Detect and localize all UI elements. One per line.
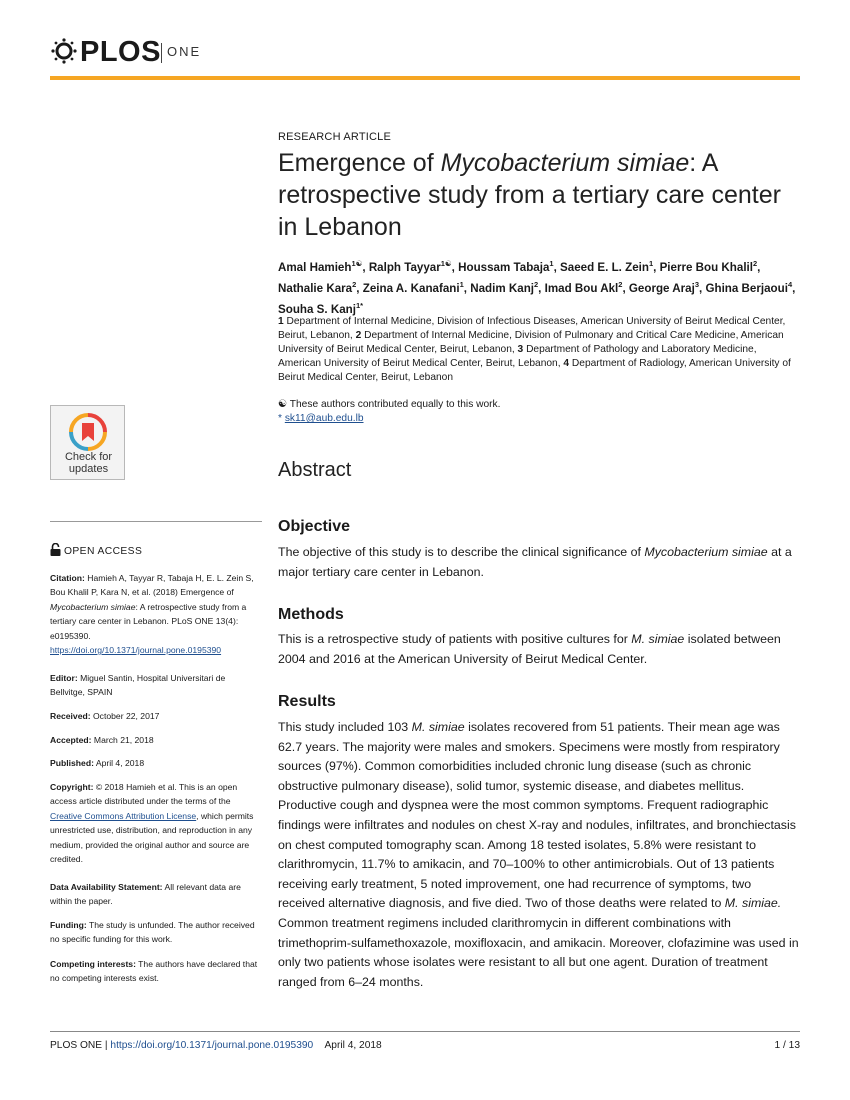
methods-text bbox=[278, 630, 800, 669]
sidebar-rule bbox=[50, 521, 262, 522]
open-access-label bbox=[50, 543, 142, 557]
author-affiliation-marker: 2 bbox=[352, 279, 357, 289]
funding-value: The study is unfunded. The author received no specific funding for this work. bbox=[50, 920, 255, 945]
affiliation-number: 2 bbox=[355, 330, 362, 341]
competing-interests bbox=[50, 957, 262, 986]
equal-contribution-icon: ☯ bbox=[278, 399, 288, 410]
plos-logo bbox=[50, 37, 220, 71]
copyright-text: © 2018 Hamieh et al. This is an open access article distributed under the terms of the bbox=[50, 782, 238, 807]
received-value: October 22, 2017 bbox=[90, 711, 160, 721]
accepted-label: Accepted: bbox=[50, 735, 92, 745]
citation-species: Mycobacterium simiae bbox=[50, 601, 136, 612]
methods-species: M. simiae bbox=[631, 632, 685, 646]
editor bbox=[50, 671, 262, 700]
results-species-2: M. simiae. bbox=[724, 896, 782, 911]
header-rule bbox=[50, 76, 800, 80]
accepted-value: March 21, 2018 bbox=[91, 735, 154, 745]
page-number: 1 / 13 bbox=[774, 1040, 800, 1051]
plos-logo-icon bbox=[50, 37, 78, 65]
affiliation-text: Department of Internal Medicine, Division of Infectious Diseases, American University of Beirut Medical Center, Beirut, Lebanon, bbox=[278, 316, 786, 341]
results-species-1: M. simiae bbox=[411, 720, 465, 734]
title-species: Mycobacterium simiae bbox=[440, 149, 690, 177]
data-availability bbox=[50, 880, 262, 909]
affiliation-number: 4 bbox=[563, 358, 570, 369]
journal-name: ONE bbox=[167, 44, 202, 59]
author-name: Nadim Kanj bbox=[470, 281, 534, 295]
competing-interests-value: The authors have declared that no competing interests exist. bbox=[50, 959, 258, 984]
data-availability-label: Data Availability Statement: bbox=[50, 882, 163, 892]
objective-text-start: The objective of this study is to describe the clinical significance of bbox=[278, 545, 645, 559]
results-text-1: This study included 103 bbox=[278, 720, 412, 734]
title-end: : A retrospective study from a tertiary care center in Lebanon bbox=[278, 149, 781, 241]
corresponding-marker: * bbox=[278, 413, 282, 424]
author-affiliation-marker: 1 bbox=[648, 259, 654, 268]
citation-doi-link[interactable]: https://doi.org/10.1371/journal.pone.0195390 bbox=[50, 645, 222, 656]
copyright-text-end: , which permits unrestricted use, distribution, and reproduction in any medium, provided the original author and source are credited. bbox=[50, 810, 254, 865]
data-availability-value: All relevant data are within the paper. bbox=[50, 882, 241, 907]
author-name: Imad Bou Akl bbox=[544, 281, 619, 295]
citation-text: Hamieh A, Tayyar R, Tabaja H, E. L. Zein S, Bou Khalil P, Kara N, et al. (2018) Emergence of bbox=[50, 573, 254, 598]
footer-rule bbox=[50, 1031, 800, 1032]
email-link[interactable]: sk11@aub.edu.lb bbox=[284, 413, 364, 424]
author-affiliation-marker: 2 bbox=[753, 259, 758, 268]
author-affiliation-marker: 1 bbox=[549, 259, 554, 268]
author-name: Pierre Bou Khalil bbox=[659, 260, 753, 274]
footer-doi-link[interactable]: https://doi.org/10.1371/journal.pone.0195390 bbox=[110, 1040, 314, 1051]
editor-label: Editor: bbox=[50, 673, 78, 683]
corresponding-email bbox=[278, 412, 800, 426]
author-affiliation-marker: 1 bbox=[459, 279, 464, 289]
check-updates-icon bbox=[69, 413, 107, 451]
author-affiliation-marker: 2 bbox=[618, 279, 623, 289]
footer-journal: PLOS ONE bbox=[50, 1040, 103, 1051]
citation-label: Citation: bbox=[50, 573, 85, 583]
affiliation-text: Department of Internal Medicine, Division of Pulmonary and Critical Care Medicine, American University of Beirut Medical Center, Beirut, Lebanon, bbox=[278, 330, 784, 355]
results-text bbox=[278, 718, 800, 992]
author-affiliation-marker: 1☯ bbox=[351, 259, 363, 268]
check-updates-line2: updates bbox=[68, 462, 109, 475]
objective-text bbox=[278, 543, 800, 582]
methods-heading: Methods bbox=[278, 606, 344, 623]
received-date bbox=[50, 709, 262, 723]
funding bbox=[50, 918, 262, 947]
accepted-date bbox=[50, 733, 262, 747]
open-access-text: OPEN ACCESS bbox=[64, 546, 143, 557]
methods-text-start: This is a retrospective study of patients with positive cultures for bbox=[278, 632, 632, 646]
author-affiliation-marker: 4 bbox=[787, 279, 793, 289]
footer-date: April 4, 2018 bbox=[324, 1040, 382, 1051]
results-text-2: isolates recovered from 51 patients. Their mean age was 62.7 years. The majority were males and smokers. Specimens were mostly from respiratory sources (97%). Common comorbidities included chronic lung disease (such as chronic obstructive pulmonary disease), solid tumor, systemic disease, and diabetes mellitus. Productive cough and dyspnea were the most common symptoms. Frequent radiographic findings were infiltrates and nodules on chest X-ray and nodules, infiltrates, and bronchiectasis on chest computed tomography scan. Among 18 tested isolates, 5.8% were resistant to clarithromycin, 11.7% to amikacin, and 70–100% to other antimicrobials. Out of 13 patients receiving early treatment, 5 noted improvement, one had recurrence of symptoms, two received alternative diagnosis, and five died. Two of those deaths were related to bbox=[278, 720, 796, 911]
objective-text-end: at a major tertiary care center in Lebanon. bbox=[278, 545, 792, 579]
copyright bbox=[50, 780, 262, 866]
objective-heading: Objective bbox=[278, 518, 351, 535]
funding-label: Funding: bbox=[50, 920, 87, 930]
footer-separator: | bbox=[102, 1040, 111, 1051]
license-link[interactable]: Creative Commons Attribution License bbox=[50, 810, 197, 821]
author-name: Nathalie Kara bbox=[278, 281, 353, 295]
citation bbox=[50, 571, 262, 657]
published-value: April 4, 2018 bbox=[93, 758, 145, 768]
received-label: Received: bbox=[50, 711, 91, 721]
affiliation-number: 3 bbox=[517, 344, 524, 355]
published-label: Published: bbox=[50, 758, 94, 768]
logo-divider bbox=[161, 43, 162, 63]
abstract-heading: Abstract bbox=[278, 459, 352, 481]
author-name: Souha S. Kanj bbox=[278, 302, 356, 316]
author-name: Ghina Berjaoui bbox=[705, 281, 788, 295]
author-name: George Araj bbox=[628, 281, 695, 295]
affiliation-text: Department of Pathology and Laboratory Medicine, American University of Beirut Medical Center, Beirut, Lebanon, bbox=[278, 344, 757, 369]
footer bbox=[50, 1040, 382, 1051]
title-start: Emergence of bbox=[278, 149, 441, 177]
author-affiliation-marker: 3 bbox=[694, 279, 700, 289]
objective-species: Mycobacterium simiae bbox=[644, 545, 768, 559]
article-type: RESEARCH ARTICLE bbox=[278, 131, 392, 143]
article-title bbox=[278, 147, 800, 243]
competing-interests-label: Competing interests: bbox=[50, 959, 136, 969]
results-text-3: Common treatment regimens included clarithromycin in different combinations with trimethoprim-sulfamethoxazole, moxifloxacin, and amikacin. Moreover, clofazimine was used in only two patients whose isolates were resistant to all but one agent. Duration of treatment ranged from 6–24 months. bbox=[278, 915, 799, 989]
affiliation-text: Department of Radiology, American University of Beirut Medical Center, Beirut, Lebanon bbox=[278, 358, 791, 383]
methods-text-end: isolated between 2004 and 2016 at the American University of Beirut Medical Center. bbox=[278, 632, 781, 666]
affiliations bbox=[278, 315, 800, 385]
equal-contribution-text: These authors contributed equally to this work. bbox=[289, 399, 501, 410]
equal-contribution-note bbox=[278, 398, 800, 412]
plos-brand: PLOS bbox=[80, 36, 161, 68]
editor-value: Miguel Santin, Hospital Universitari de Bellvitge, SPAIN bbox=[50, 673, 226, 698]
affiliation-number: 1 bbox=[278, 316, 284, 327]
author-affiliation-marker: 2 bbox=[534, 279, 539, 289]
citation-text-end: : A retrospective study from a tertiary care center in Lebanon. PLoS ONE 13(4): e0195390. bbox=[50, 601, 247, 641]
author-name: Saeed E. L. Zein bbox=[560, 260, 649, 274]
check-updates-line1: Check for bbox=[64, 451, 113, 463]
author-name: Houssam Tabaja bbox=[458, 260, 550, 274]
author-affiliation-marker: 1☯ bbox=[440, 259, 452, 268]
author-list: Amal Hamieh$^{1☯}$, Ralph Tayyar$^{1☯}$, Houssam Tabaja$^1$, Saeed E. L. Zein$^1$, Pierre Bou Khalil$^2$, Nathalie Kara$^2$, Zeina A. Kanafani$^1$, Nadim Kanj$^2$, Imad Bou Akl$^2$, George Araj$^3$, Ghina Berjaoui$^4$, Souha S. Kanj$^{1*}$ bbox=[278, 259, 796, 316]
copyright-label: Copyright: bbox=[50, 782, 94, 792]
check-for-updates-button[interactable] bbox=[50, 405, 125, 480]
author-name: Amal Hamieh bbox=[278, 260, 352, 274]
open-lock-icon bbox=[50, 543, 61, 556]
results-heading: Results bbox=[278, 693, 336, 710]
author-name: Ralph Tayyar bbox=[368, 260, 441, 274]
published-date bbox=[50, 756, 262, 770]
check-updates-label bbox=[51, 452, 126, 475]
author-affiliation-marker: 1* bbox=[355, 300, 364, 310]
author-name: Zeina A. Kanafani bbox=[362, 281, 460, 295]
